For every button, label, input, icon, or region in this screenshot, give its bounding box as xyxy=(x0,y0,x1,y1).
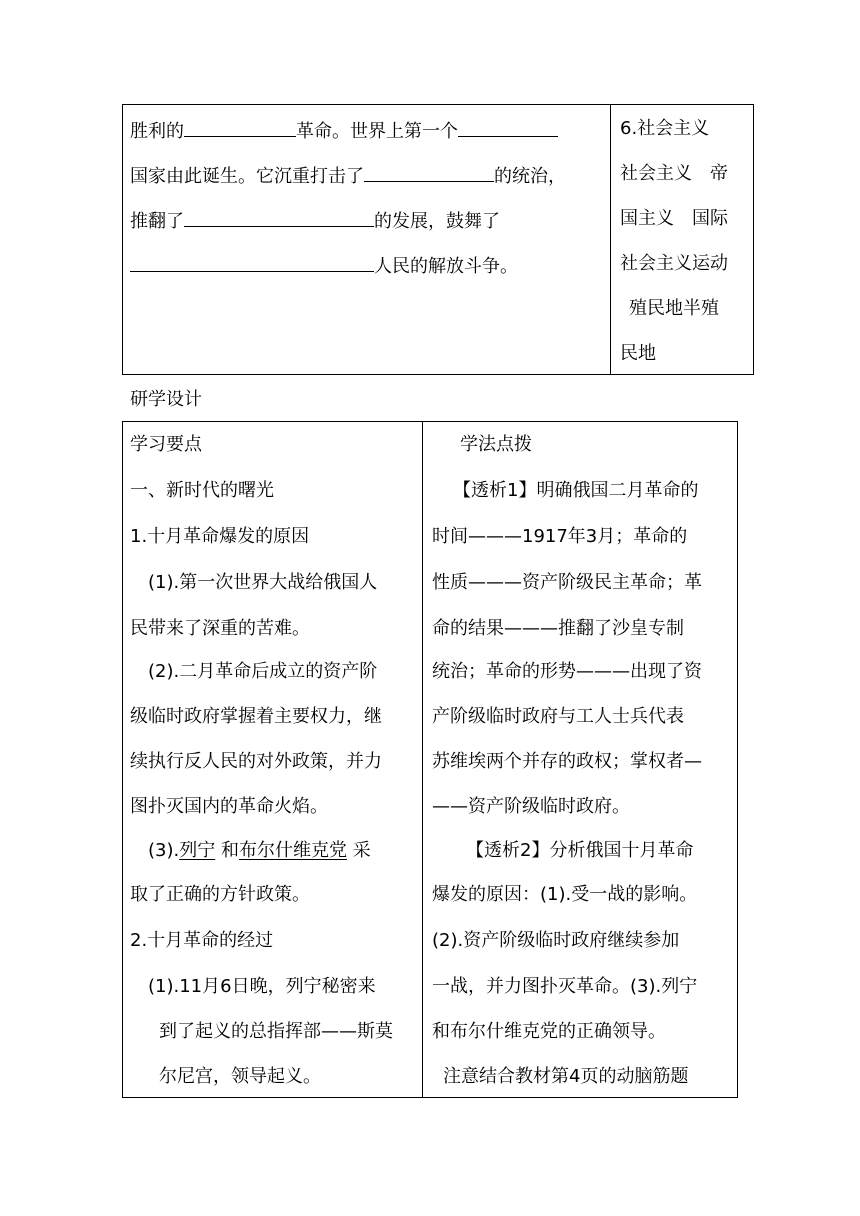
text-line: 性质———资产阶级民主革命；革 xyxy=(432,572,702,593)
text: 的发展，鼓舞了 xyxy=(374,211,500,232)
column-header-left: 学习要点 xyxy=(130,434,202,455)
text-line: 注意结合教材第4页的动脑筋题 xyxy=(443,1066,689,1087)
section-title: 研学设计 xyxy=(130,389,202,410)
text-line: 【透析1】明确俄国二月革命的 xyxy=(453,480,699,501)
answer-line: 民地 xyxy=(620,343,656,364)
text: 人民的解放斗争。 xyxy=(374,256,518,277)
text-line: 取了正确的方针政策。 xyxy=(130,884,310,905)
text-line: 续执行反人民的对外政策，并力 xyxy=(130,751,382,772)
text-line: 和布尔什维克党的正确领导。 xyxy=(432,1021,666,1042)
fill-line-2 xyxy=(130,163,566,185)
text-line: 民带来了深重的苦难。 xyxy=(130,618,310,639)
text-line: 产阶级临时政府与工人士兵代表 xyxy=(432,706,684,727)
heading-line: 一、新时代的曙光 xyxy=(130,480,274,501)
answer-line: 社会主义 帝 xyxy=(620,163,728,184)
text-line: (2).资产阶级临时政府继续参加 xyxy=(432,930,680,951)
text: (3). xyxy=(148,840,180,861)
text-line: 命的结果———推翻了沙皇专制 xyxy=(432,618,684,639)
blank-field[interactable] xyxy=(364,163,494,182)
underlined-term: 列宁 xyxy=(179,840,216,861)
text: 国家由此诞生。它沉重打击了 xyxy=(130,166,364,187)
answer-table xyxy=(122,104,754,375)
text-line: 一战，并力图扑灭革命。(3).列宁 xyxy=(432,976,698,997)
text-line xyxy=(148,840,371,862)
heading-line: 1.十月革命爆发的原因 xyxy=(130,526,310,547)
column-header-right: 学法点拨 xyxy=(460,434,532,455)
blank-field[interactable] xyxy=(130,253,374,272)
fill-line-1 xyxy=(130,118,558,140)
text-line: 级临时政府掌握着主要权力，继 xyxy=(130,706,382,727)
text-line: (1).11月6日晚，列宁秘密来 xyxy=(148,976,376,997)
text-line: 时间———1917年3月；革命的 xyxy=(432,526,688,547)
blank-field[interactable] xyxy=(458,118,558,137)
text-line: 到了起义的总指挥部——斯莫 xyxy=(159,1021,393,1042)
text: 采 xyxy=(352,840,371,861)
table-divider xyxy=(610,104,611,375)
table-divider xyxy=(422,421,423,1098)
text: 胜利的 xyxy=(130,121,184,142)
answer-line: 社会主义运动 xyxy=(620,253,728,274)
answer-line: 6.社会主义 xyxy=(620,118,710,139)
fill-line-3 xyxy=(130,208,500,230)
fill-line-4 xyxy=(130,253,518,275)
text-line: 统治；革命的形势———出现了资 xyxy=(432,661,702,682)
text-line: 爆发的原因：(1).受一战的影响。 xyxy=(432,884,698,905)
text: 推翻了 xyxy=(130,211,184,232)
answer-line: 国主义 国际 xyxy=(620,208,728,229)
heading-line: 2.十月革命的经过 xyxy=(130,930,274,951)
text-line: 【透析2】分析俄国十月革命 xyxy=(466,840,694,861)
text: 和 xyxy=(220,840,239,861)
blank-field[interactable] xyxy=(184,118,296,137)
text-line: (2).二月革命后成立的资产阶 xyxy=(148,661,378,682)
text-line: 图扑灭国内的革命火焰。 xyxy=(130,796,328,817)
underlined-term: 布尔什维克党 xyxy=(238,840,347,861)
text-line: (1).第一次世界大战给俄国人 xyxy=(148,572,378,593)
blank-field[interactable] xyxy=(184,208,374,227)
text: 革命。世界上第一个 xyxy=(296,121,458,142)
text-line: ——资产阶级临时政府。 xyxy=(432,796,630,817)
text-line: 苏维埃两个并存的政权；掌权者— xyxy=(432,751,702,772)
text-line: 尔尼宫，领导起义。 xyxy=(159,1066,321,1087)
text: 的统治， xyxy=(494,166,566,187)
answer-line: 殖民地半殖 xyxy=(629,298,719,319)
